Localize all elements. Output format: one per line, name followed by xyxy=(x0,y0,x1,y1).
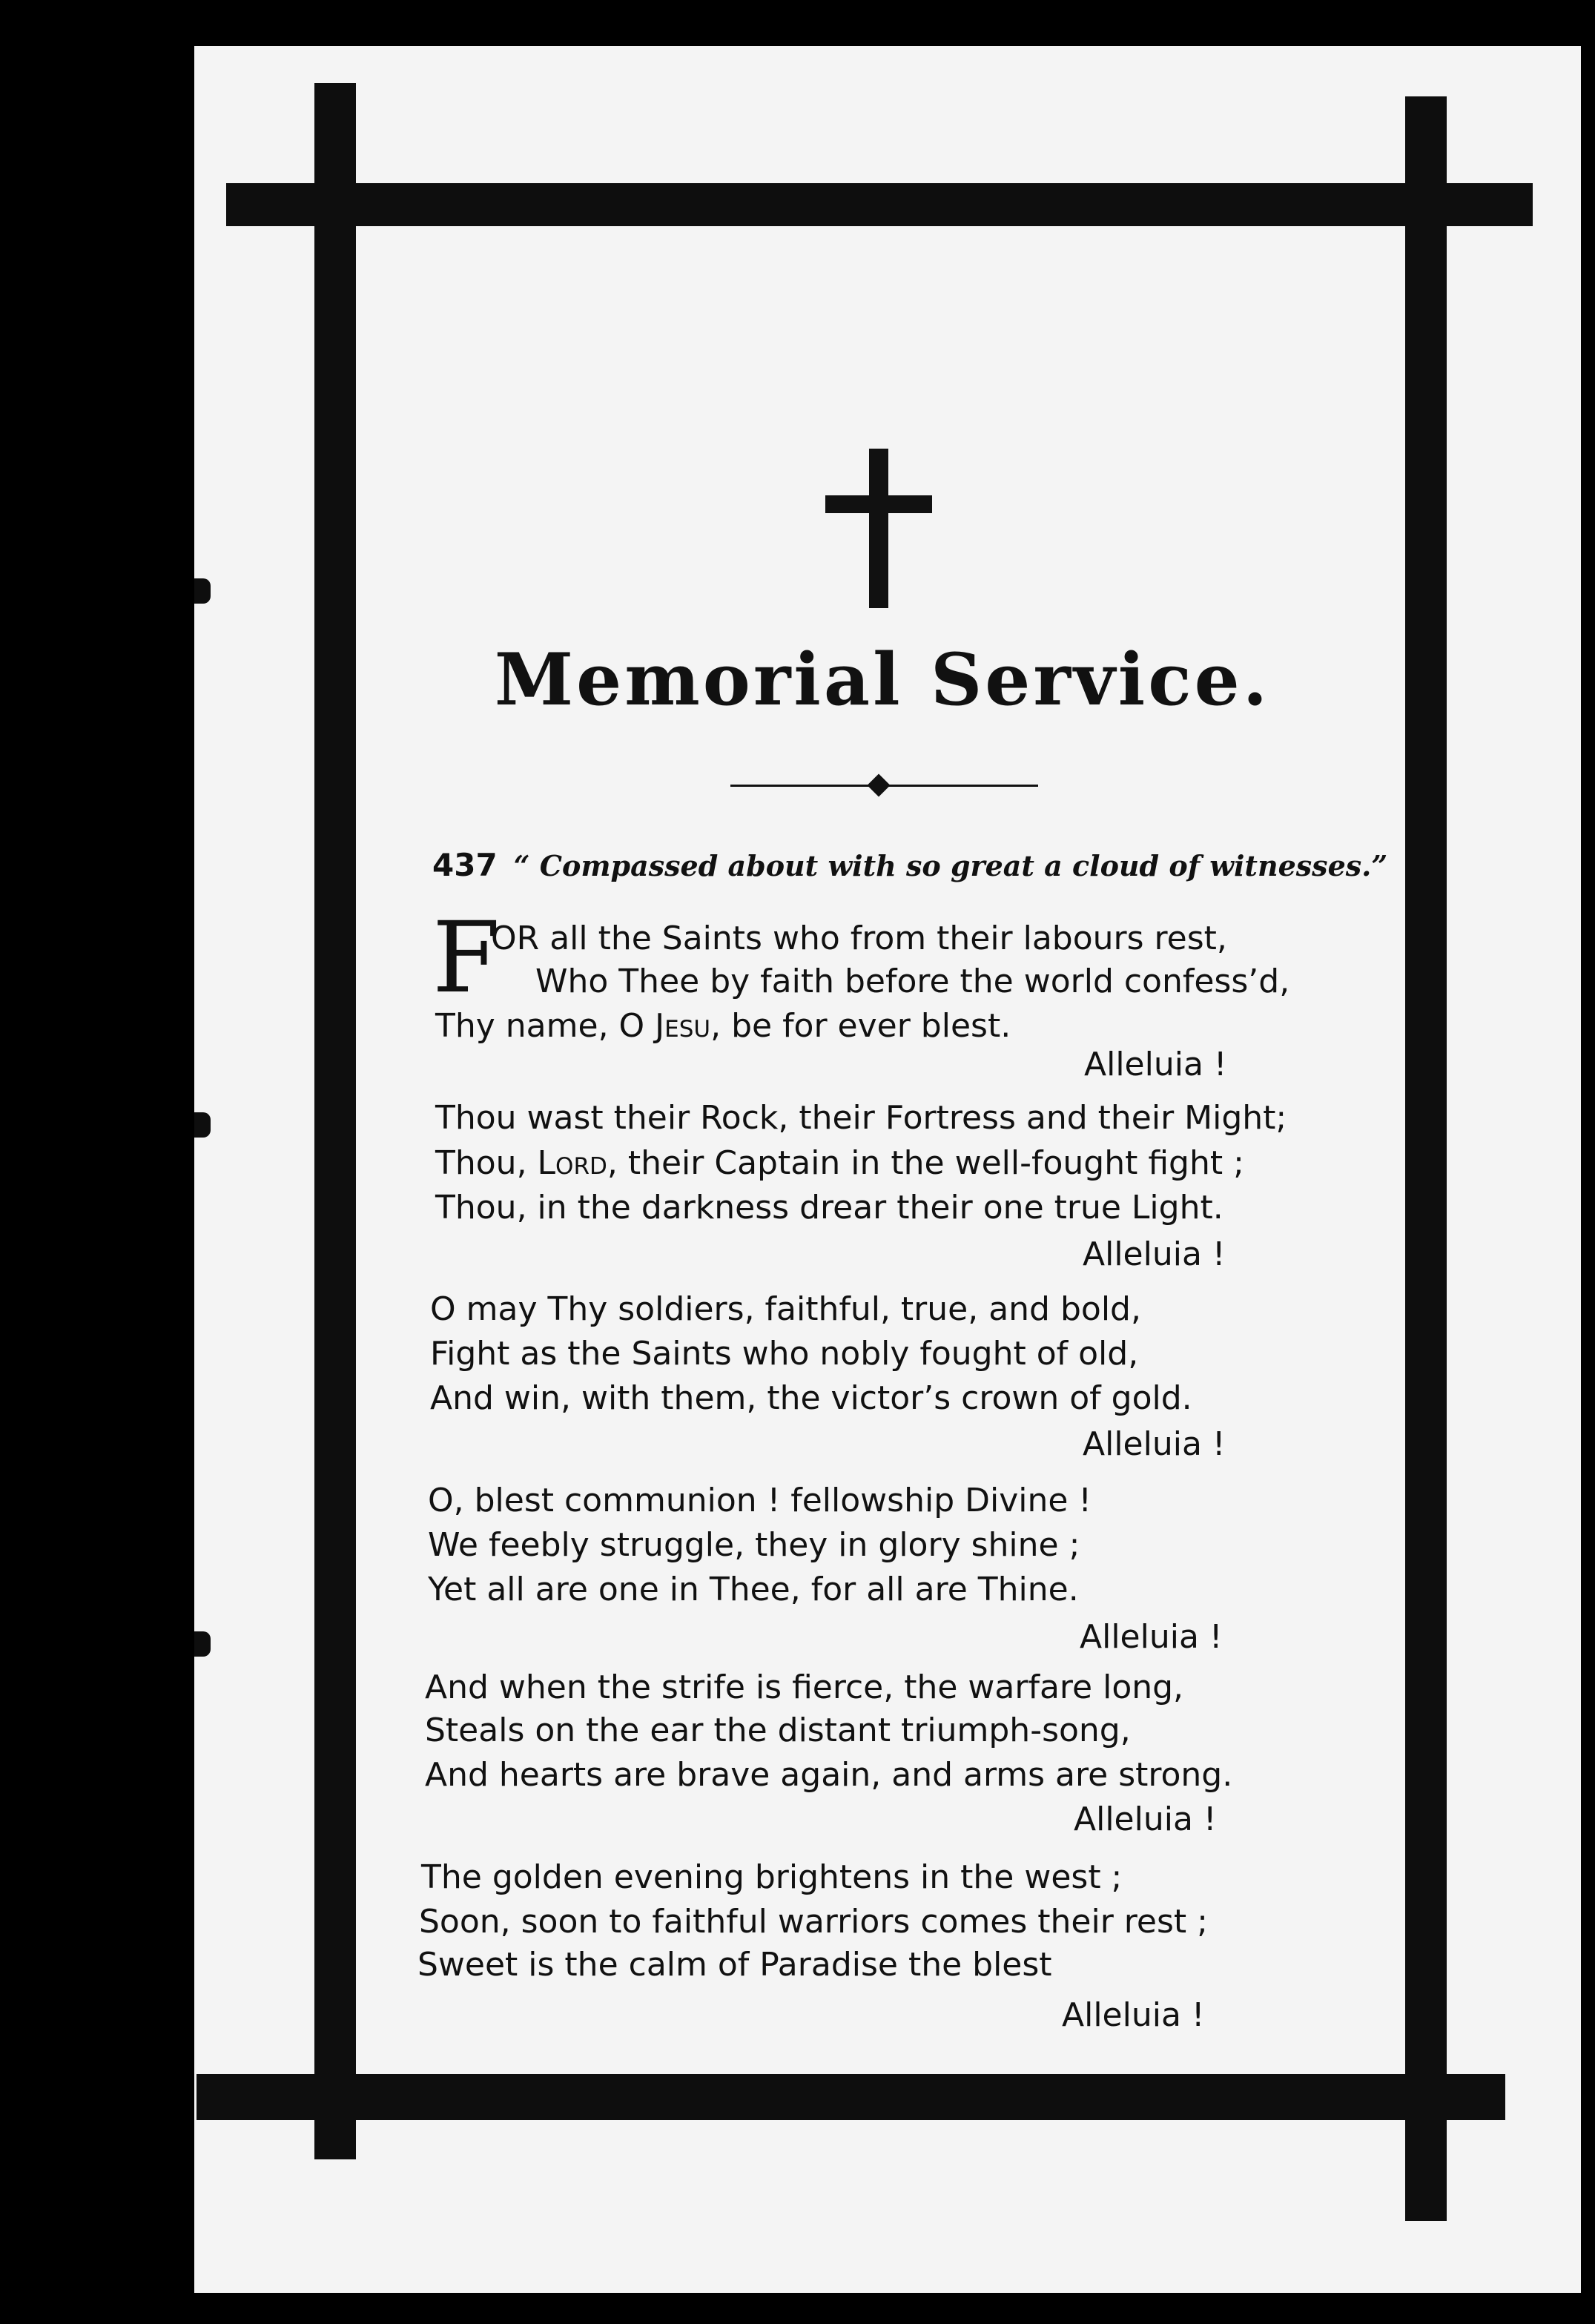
mourning-border-top xyxy=(226,183,1533,226)
verse-line: And hearts are brave again, and arms are strong. xyxy=(425,1756,1233,1794)
verse-line: Thou wast their Rock, their Fortress and their Might; xyxy=(435,1099,1287,1137)
verse-line: The golden evening brightens in the west ; xyxy=(421,1858,1123,1896)
page-title: Memorial Service. xyxy=(494,638,1271,722)
verse-line: Soon, soon to faithful warriors comes their rest ; xyxy=(419,1903,1208,1941)
verse-line: And when the strife is fierce, the warfare long, xyxy=(425,1668,1184,1706)
cross-upright xyxy=(869,449,888,608)
verse-line: Steals on the ear the distant triumph-song, xyxy=(425,1711,1131,1749)
verse-line: Thou, in the darkness drear their one true Light. xyxy=(435,1189,1224,1227)
verse-line: OR all the Saints who from their labours rest, xyxy=(491,920,1227,957)
verse-line-part: Thou, xyxy=(435,1144,538,1182)
verse-line: Fight as the Saints who nobly fought of old, xyxy=(430,1335,1139,1373)
divine-name: Jesu xyxy=(655,1007,711,1045)
refrain-alleluia: Alleluia ! xyxy=(1080,1618,1223,1656)
verse-line: Who Thee by faith before the world confess’d, xyxy=(535,963,1290,1000)
refrain-alleluia: Alleluia ! xyxy=(1084,1046,1227,1083)
hymn-heading xyxy=(432,847,1387,883)
hymn-epigraph: “ Compassed about with so great a cloud of witnesses.” xyxy=(513,849,1388,882)
verse-line: O may Thy soldiers, faithful, true, and bold, xyxy=(430,1290,1141,1328)
verse-line xyxy=(435,1007,1011,1045)
refrain-alleluia: Alleluia ! xyxy=(1074,1800,1217,1838)
refrain-alleluia: Alleluia ! xyxy=(1083,1235,1226,1273)
drop-cap: F xyxy=(432,901,501,1015)
verse-line-part: , their Captain in the well-fought fight ; xyxy=(607,1144,1244,1182)
verse-line: And win, with them, the victor’s crown of gold. xyxy=(430,1379,1192,1417)
binding-mark xyxy=(194,578,211,604)
refrain-alleluia: Alleluia ! xyxy=(1062,1996,1205,2034)
verse-line: O, blest communion ! fellowship Divine ! xyxy=(428,1482,1092,1519)
binding-mark xyxy=(194,1112,211,1138)
verse-line-part: , be for ever blest. xyxy=(710,1007,1011,1045)
binding-mark xyxy=(194,1631,211,1657)
verse-line: Sweet is the calm of Paradise the blest xyxy=(417,1946,1052,1984)
mourning-border-bottom xyxy=(197,2074,1505,2120)
verse-line: We feebly struggle, they in glory shine ; xyxy=(428,1526,1080,1564)
divine-name: Lord xyxy=(537,1144,607,1182)
hymn-number: 437 xyxy=(432,847,498,883)
verse-line: Yet all are one in Thee, for all are Thine. xyxy=(428,1571,1079,1608)
cross-beam xyxy=(825,495,932,513)
verse-line xyxy=(435,1144,1244,1182)
mourning-border-left xyxy=(314,83,356,2159)
mourning-border-right xyxy=(1405,96,1447,2221)
verse-line-part: Thy name, O xyxy=(435,1007,655,1045)
refrain-alleluia: Alleluia ! xyxy=(1083,1425,1226,1463)
